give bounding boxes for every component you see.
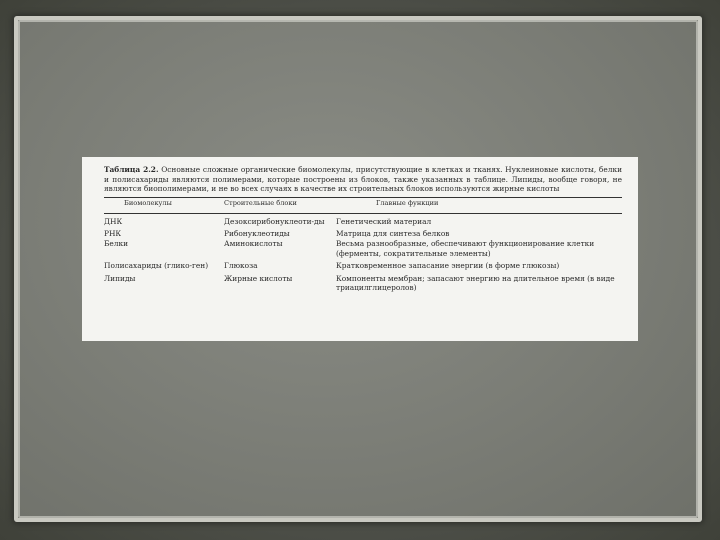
scanned-table-image (82, 157, 638, 341)
cell-building-block: Рибонуклеотиды (224, 229, 290, 239)
caption-text: Основные сложные органические биомолекулы, присутствующие в клетках и тканях. Нуклеиновые кислоты, белки и полисахариды являются полимерами, которые построены из блоков, также указанных в таблице. Липиды, вообще говоря, не являются биополимерами, и не во всех случаях в качестве их строительных блоков используются жирные кислоты (104, 165, 622, 194)
cell-building-block: Дезоксирибонуклеоти-ды (224, 216, 325, 226)
cell-building-block: Жирные кислоты (224, 273, 293, 283)
table-row (104, 261, 622, 271)
table-row (104, 274, 622, 293)
cell-biomolecule: Полисахариды (глико-ген) (104, 261, 209, 271)
cell-function: Матрица для синтеза белков (336, 229, 450, 239)
cell-biomolecule: ДНК (104, 216, 123, 226)
table-row (104, 217, 622, 227)
table-caption (104, 165, 622, 194)
table-header-row (104, 198, 622, 210)
table-header-rule (104, 213, 622, 214)
cell-function: Генетический материал (336, 216, 432, 226)
cell-function: Весьма разнообразные, обеспечивают функционирование клетки (ферменты, сократительные элементы) (336, 238, 595, 258)
cell-building-block: Аминокислоты (224, 238, 283, 248)
header-biomolecules: Биомолекулы (124, 198, 172, 207)
cell-biomolecule: РНК (104, 229, 122, 239)
table-row (104, 239, 622, 258)
cell-building-block: Глюкоза (224, 261, 258, 271)
cell-function: Кратковременное запасание энергии (в форме глюкозы) (336, 261, 560, 271)
cell-biomolecule: Липиды (104, 273, 136, 283)
header-main-functions: Главные функции (376, 198, 439, 207)
header-building-blocks: Строительные блоки (224, 198, 297, 207)
caption-label: Таблица 2.2. (104, 165, 159, 174)
cell-biomolecule: Белки (104, 238, 129, 248)
table-row (104, 229, 622, 239)
cell-function: Компоненты мембран; запасают энергию на длительное время (в виде триацилглицеролов) (336, 273, 615, 293)
